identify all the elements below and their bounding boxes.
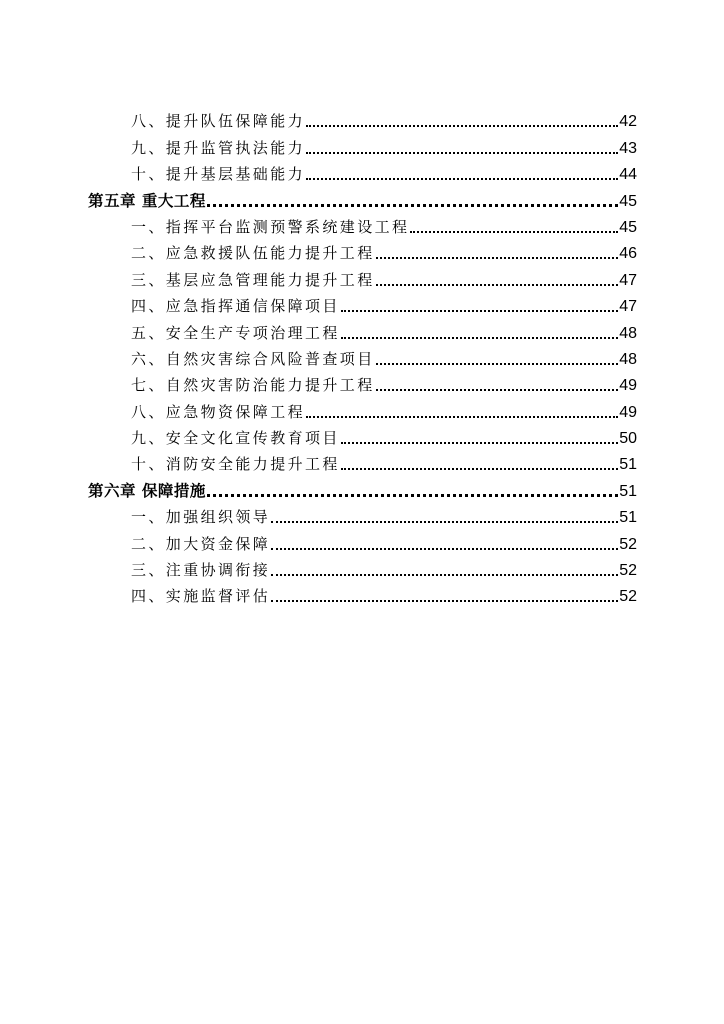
toc-entry-title: 四、实施监督评估 [131,587,271,606]
toc-section-entry[interactable] [131,135,637,161]
toc-entry-title: 九、提升监管执法能力 [131,138,306,157]
toc-page-number: 45 [619,218,637,236]
toc-dot-leader [271,521,618,523]
toc-section-entry[interactable] [131,558,637,584]
toc-page-number: 45 [619,192,637,210]
toc-page-number: 48 [619,324,637,342]
toc-page-number: 50 [619,430,637,448]
toc-page-number: 43 [619,139,637,157]
table-of-contents [0,109,724,610]
toc-dot-leader [376,389,619,391]
toc-page-number: 52 [619,588,637,606]
toc-entry-title: 九、安全文化宣传教育项目 [131,429,340,448]
toc-section-entry[interactable] [131,267,637,293]
toc-entry-title: 八、提升队伍保障能力 [131,112,306,131]
toc-page-number: 47 [619,271,637,289]
toc-entry-title: 一、加强组织领导 [131,508,271,527]
toc-page-number: 52 [619,535,637,553]
toc-entry-title: 二、应急救援队伍能力提升工程 [131,244,375,263]
toc-chapter-entry[interactable] [88,478,637,504]
toc-dot-leader [376,257,619,259]
toc-page-number: 49 [619,403,637,421]
toc-section-entry[interactable] [131,215,637,241]
toc-section-entry[interactable] [131,347,637,373]
toc-dot-leader [376,363,619,365]
toc-dot-leader [271,574,618,576]
toc-page-number: 51 [619,456,637,474]
toc-section-entry[interactable] [131,320,637,346]
toc-dot-leader [341,442,618,444]
toc-entry-title: 八、应急物资保障工程 [131,402,306,421]
toc-dot-leader [410,231,618,233]
toc-section-entry[interactable] [131,294,637,320]
toc-page-number: 48 [619,350,637,368]
toc-entry-title: 十、提升基层基础能力 [131,165,306,184]
toc-section-entry[interactable] [131,109,637,135]
toc-entry-title: 一、指挥平台监测预警系统建设工程 [131,217,410,236]
toc-dot-leader [341,468,618,470]
toc-chapter-entry[interactable] [88,188,637,214]
toc-dot-leader [341,310,618,312]
toc-section-entry[interactable] [131,162,637,188]
toc-dot-leader [207,204,618,207]
toc-section-entry[interactable] [131,531,637,557]
toc-dot-leader [306,178,618,180]
toc-entry-title: 第六章 保障措施 [88,481,206,500]
toc-section-entry[interactable] [131,399,637,425]
toc-dot-leader [341,337,618,339]
toc-page-number: 47 [619,298,637,316]
toc-dot-leader [306,416,618,418]
toc-entry-title: 第五章 重大工程 [88,191,206,210]
toc-entry-title: 四、应急指挥通信保障项目 [131,297,340,316]
toc-section-entry[interactable] [131,452,637,478]
toc-entry-title: 十、消防安全能力提升工程 [131,455,340,474]
toc-section-entry[interactable] [131,584,637,610]
toc-entry-title: 五、安全生产专项治理工程 [131,323,340,342]
toc-dot-leader [306,125,618,127]
toc-page-number: 44 [619,166,637,184]
toc-dot-leader [306,152,618,154]
toc-page-number: 49 [619,377,637,395]
toc-page-number: 52 [619,562,637,580]
toc-section-entry[interactable] [131,505,637,531]
toc-dot-leader [376,284,619,286]
toc-dot-leader [207,494,618,497]
toc-entry-title: 七、自然灾害防治能力提升工程 [131,376,375,395]
toc-section-entry[interactable] [131,426,637,452]
toc-entry-title: 六、自然灾害综合风险普查项目 [131,349,375,368]
toc-page-number: 51 [619,482,637,500]
toc-entry-title: 二、加大资金保障 [131,534,271,553]
toc-section-entry[interactable] [131,241,637,267]
toc-dot-leader [271,548,618,550]
toc-section-entry[interactable] [131,373,637,399]
toc-entry-title: 三、基层应急管理能力提升工程 [131,270,375,289]
toc-entry-title: 三、注重协调衔接 [131,561,271,580]
toc-page-number: 51 [619,509,637,527]
toc-page-number: 46 [619,245,637,263]
toc-dot-leader [271,600,618,602]
toc-page-number: 42 [619,113,637,131]
